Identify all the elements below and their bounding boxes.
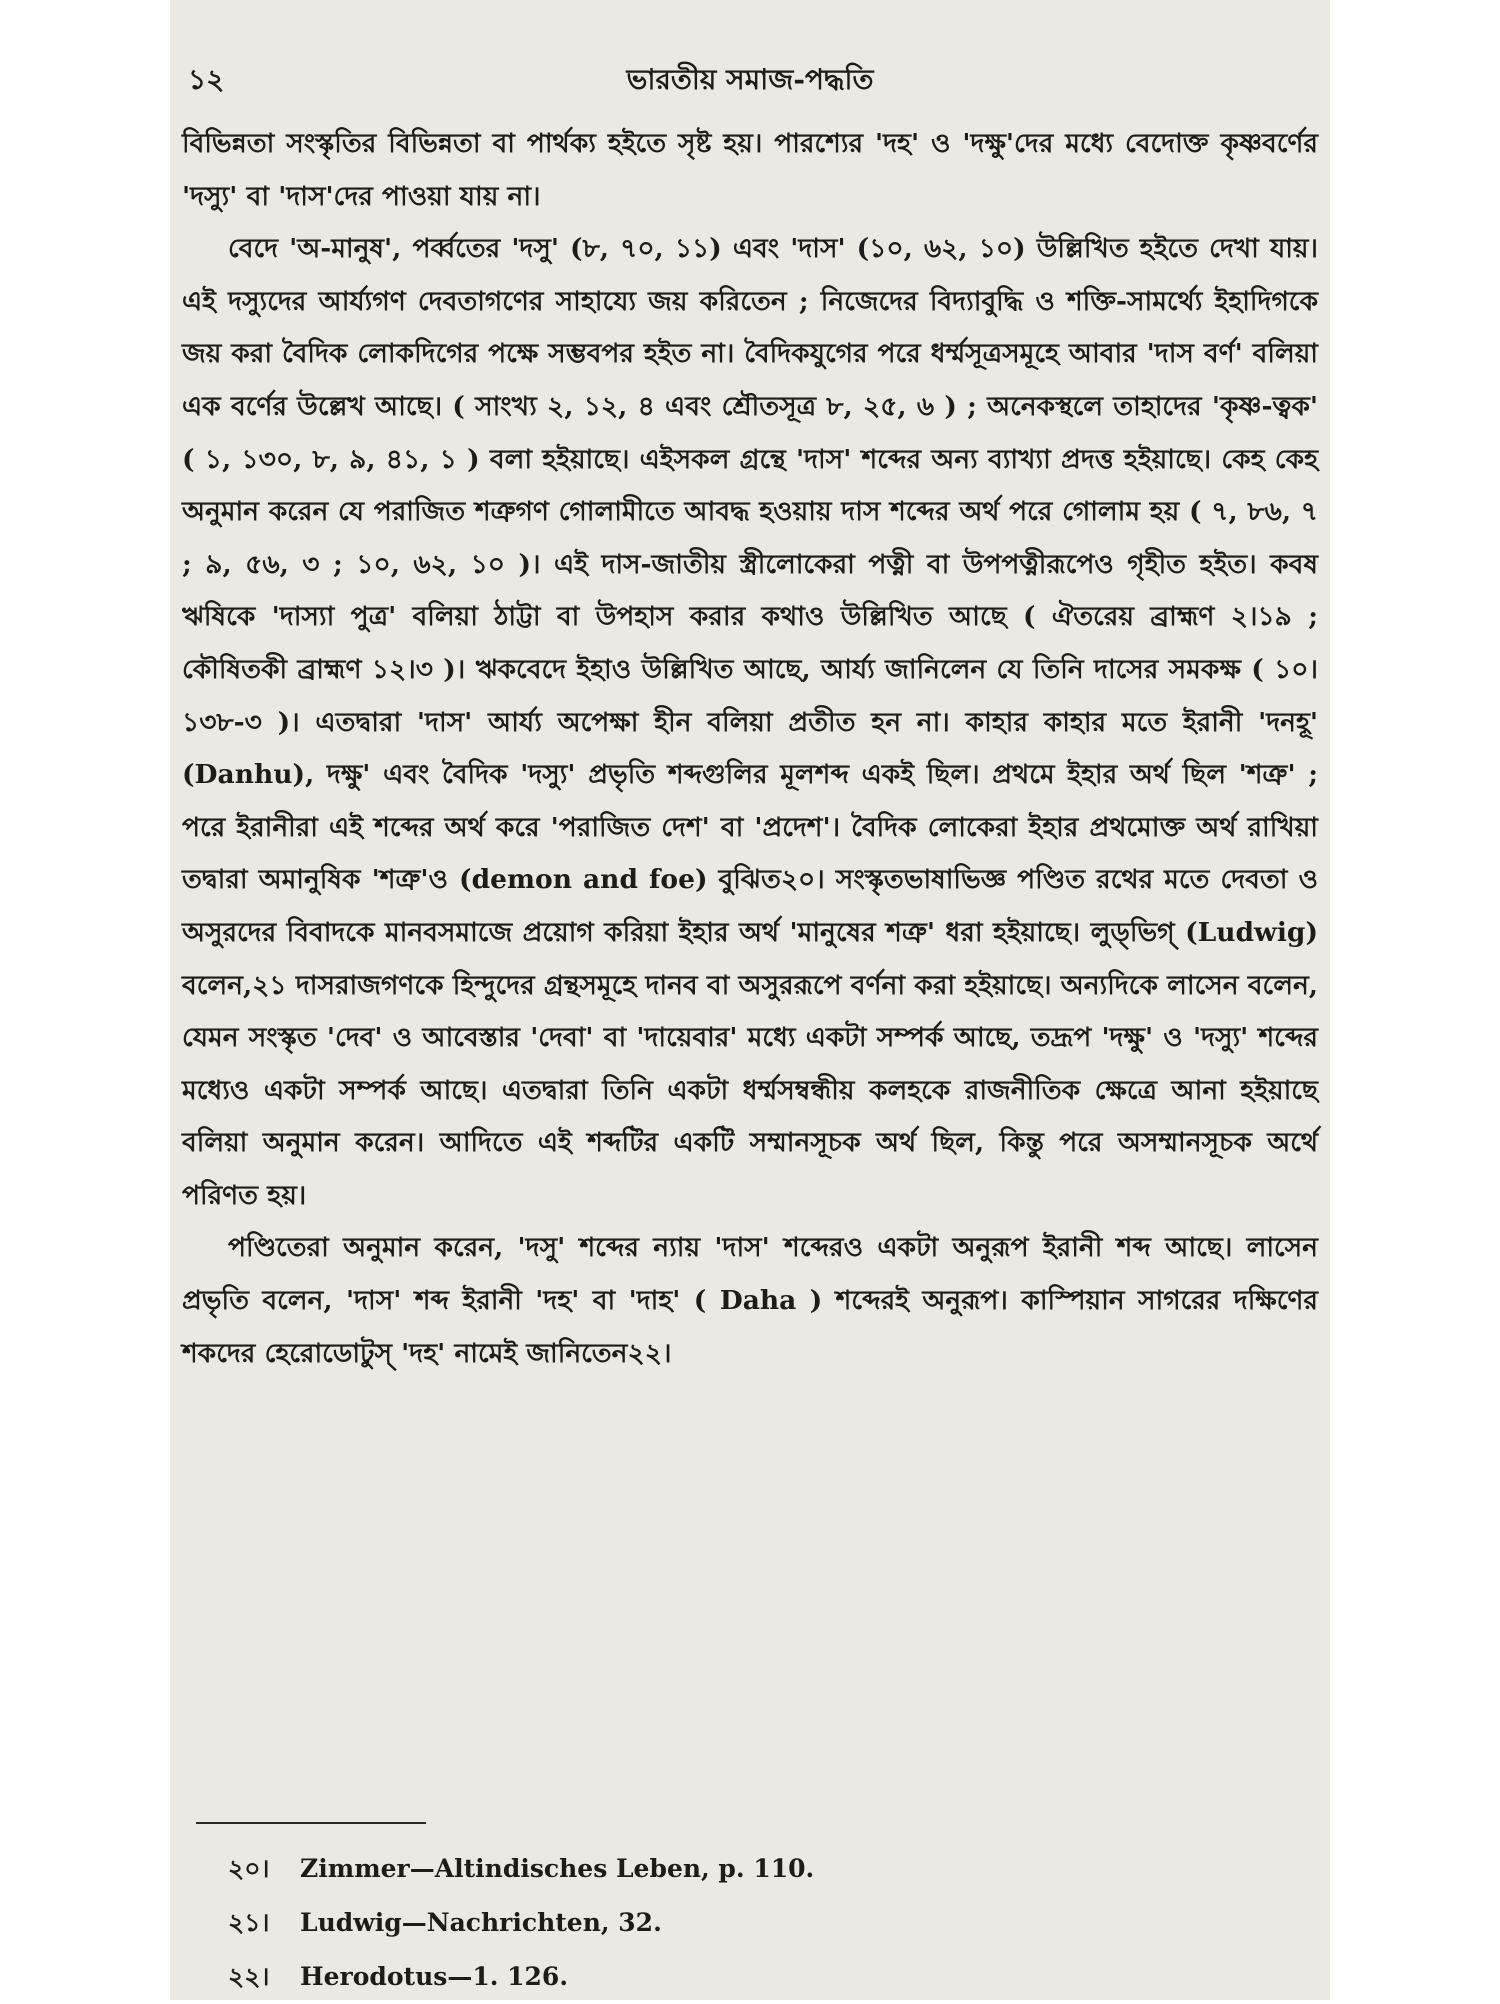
footnote-number: ২১।	[228, 1908, 270, 1937]
body-text	[182, 118, 1318, 1380]
footnote-divider	[196, 1822, 426, 1824]
paragraph-1: বিভিন্নতা সংস্কৃতির বিভিন্নতা বা পার্থক্য হইতে সৃষ্ট হয়। পারশ্যের 'দহ' ও 'দক্ষু'দের মধ্যে বেদোক্ত কৃষ্ণবর্ণের 'দস্যু' বা 'দাস'দের পাওয়া যায় না।	[182, 128, 1318, 212]
footnote-text: Herodotus—1. 126.	[300, 1962, 569, 1991]
footnote-text: Zimmer—Altindisches Leben, p. 110.	[300, 1854, 815, 1883]
footnote-number: ২২।	[228, 1962, 270, 1991]
page-header	[188, 58, 1312, 108]
page-number: ১২	[188, 63, 225, 96]
footnotes	[228, 1842, 1300, 2004]
footnote-number: ২০।	[228, 1854, 270, 1883]
paragraph-3: পণ্ডিতেরা অনুমান করেন, 'দসু' শব্দের ন্যায় 'দাস' শব্দেরও একটা অনুরূপ ইরানী শব্দ আছে। লাসেন প্রভৃতি বলেন, 'দাস' শব্দ ইরানী 'দহ' বা 'দাহ' ( Daha ) শব্দেরই অনুরূপ। কাস্পিয়ান সাগরের দক্ষিণের শকদের হেরোডোটুস্ 'দহ' নামেই জানিতেন২২।	[182, 1232, 1318, 1369]
footnote-text: Ludwig—Nachrichten, 32.	[300, 1908, 662, 1937]
footnote-22	[228, 1950, 1300, 2004]
right-margin	[1330, 0, 1500, 2000]
footnote-21	[228, 1896, 1300, 1950]
left-margin	[0, 0, 170, 2000]
book-page	[170, 0, 1330, 2000]
running-title: ভারতীয় সমাজ-পদ্ধতি	[626, 63, 874, 96]
paragraph-2: বেদে 'অ-মানুষ', পর্ব্বতের 'দসু' (৮, ৭০, ১১) এবং 'দাস' (১০, ৬২, ১০) উল্লিখিত হইতে দেখা যায়। এই দস্যুদের আর্য্যগণ দেবতাগণের সাহায্যে জয় করিতেন ; নিজেদের বিদ্যাবুদ্ধি ও শক্তি-সামর্থ্যে ইহাদিগকে জয় করা বৈদিক লোকদিগের পক্ষে সম্ভবপর হইত না। বৈদিকযুগের পরে ধর্ম্মসূত্রসমূহে আবার 'দাস বর্ণ' বলিয়া এক বর্ণের উল্লেখ আছে। ( সাংখ্য ২, ১২, ৪ এবং শ্রৌতসূত্র ৮, ২৫, ৬ ) ; অনেকস্থলে তাহাদের 'কৃষ্ণ-ত্বক' ( ১, ১৩০, ৮, ৯, ৪১, ১ ) বলা হইয়াছে। এইসকল গ্রন্থে 'দাস' শব্দের অন্য ব্যাখ্যা প্রদত্ত হইয়াছে। কেহ কেহ অনুমান করেন যে পরাজিত শত্রুগণ গোলামীতে আবদ্ধ হওয়ায় দাস শব্দের অর্থ পরে গোলাম হয় ( ৭, ৮৬, ৭ ; ৯, ৫৬, ৩ ; ১০, ৬২, ১০ )। এই দাস-জাতীয় স্ত্রীলোকেরা পত্নী বা উপপত্নীরূপেও গৃহীত হইত। কবষ ঋষিকে 'দাস্যা পুত্র' বলিয়া ঠাট্টা বা উপহাস করার কথাও উল্লিখিত আছে ( ঐতরেয় ব্রাহ্মণ ২।১৯ ; কৌষিতকী ব্রাহ্মণ ১২।৩ )। ঋকবেদে ইহাও উল্লিখিত আছে, আর্য্য জানিলেন যে তিনি দাসের সমকক্ষ ( ১০।১৩৮-৩ )। এতদ্বারা 'দাস' আর্য্য অপেক্ষা হীন বলিয়া প্রতীত হন না। কাহার কাহার মতে ইরানী 'দনহূ' (Danhu), দক্ষু' এবং বৈদিক 'দস্যু' প্রভৃতি শব্দগুলির মূলশব্দ একই ছিল। প্রথমে ইহার অর্থ ছিল 'শত্রু' ; পরে ইরানীরা এই শব্দের অর্থ করে 'পরাজিত দেশ' বা 'প্রদেশ'। বৈদিক লোকেরা ইহার প্রথমোক্ত অর্থ রাখিয়া তদ্বারা অমানুষিক 'শত্রু'ও (demon and foe) বুঝিত২০। সংস্কৃতভাষাভিজ্ঞ পণ্ডিত রথের মতে দেবতা ও অসুরদের বিবাদকে মানবসমাজে প্রয়োগ করিয়া ইহার অর্থ 'মানুষের শত্রু' ধরা হইয়াছে। লুড্‌ভিগ্ (Ludwig) বলেন,২১ দাসরাজগণকে হিন্দুদের গ্রন্থসমূহে দানব বা অসুররূপে বর্ণনা করা হইয়াছে। অন্যদিকে লাসেন বলেন, যেমন সংস্কৃত 'দেব' ও আবেস্তার 'দেবা' বা 'দায়েবার' মধ্যে একটা সম্পর্ক আছে, তদ্রূপ 'দক্ষু' ও 'দস্যু' শব্দের মধ্যেও একটা সম্পর্ক আছে। এতদ্বারা তিনি একটা ধর্ম্মসম্বন্ধীয় কলহকে রাজনীতিক ক্ষেত্রে আনা হইয়াছে বলিয়া অনুমান করেন। আদিতে এই শব্দটির একটি সম্মানসূচক অর্থ ছিল, কিন্তু পরে অসম্মানসূচক অর্থে পরিণত হয়।	[182, 233, 1318, 1211]
footnote-20	[228, 1842, 1300, 1896]
